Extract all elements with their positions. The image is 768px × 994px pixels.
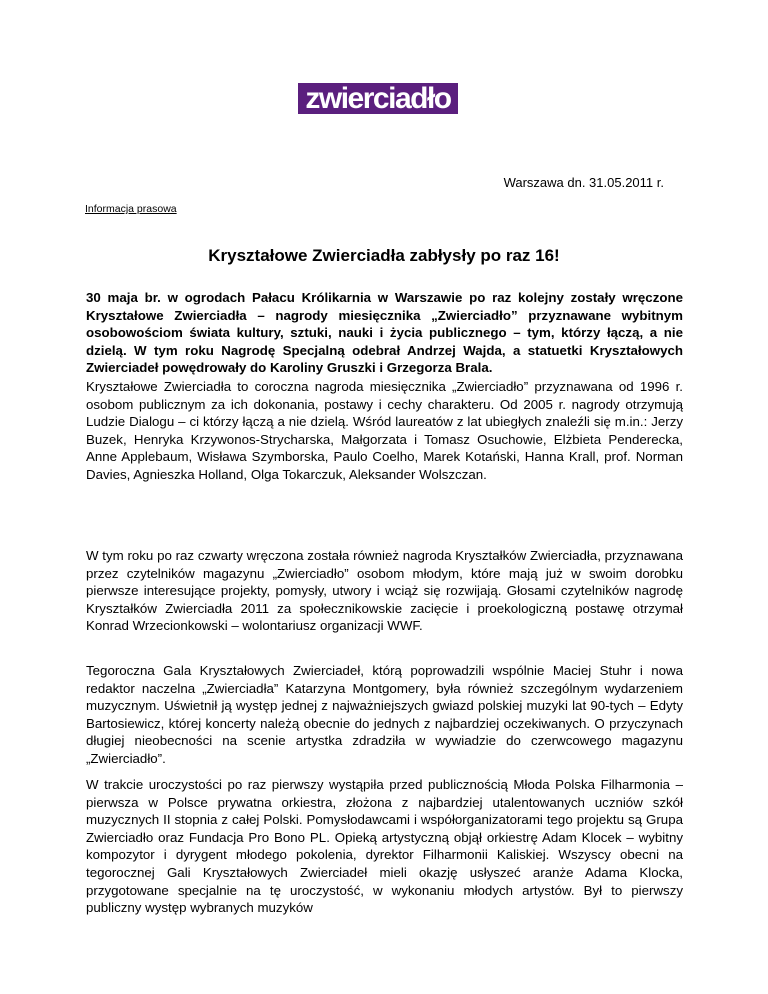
date-line: Warszawa dn. 31.05.2011 r. <box>503 175 664 190</box>
article-paragraph: W tym roku po raz czwarty wręczona została również nagroda Kryształków Zwierciadła, przyznawana przez czytelników magazynu „Zwierciadło” osobom młodym, które mają już w swoim dorobku pierwsze interesujące projekty, pomysły, utwory i wciąż się rozwijają. Głosami czytelników nagrodę Kryształków Zwierciadła 2011 za społecznikowskie zacięcie i proekologiczną postawę otrzymał Konrad Wrzecionkowski – wolontariusz organizacji WWF. <box>86 548 683 634</box>
article-paragraph: W trakcie uroczystości po raz pierwszy wystąpiła przed publicznością Młoda Polska Filharmonia – pierwsza w Polsce prywatna orkiestra, złożona z najbardziej utalentowanych uczniów szkół muzycznych II stopnia z całej Polski. Pomysłodawcami i współorganizatorami tego projektu są Grupa Zwierciadło oraz Fundacja Pro Bono PL. Opieką artystyczną objął orkiestrę Adam Klocek – wybitny kompozytor i dyrygent młodego pokolenia, dyrektor Filharmonii Kaliskiej. Wszyscy obecni na tegorocznej Gali Kryształowych Zwierciadeł mieli okazję usłyszeć aranże Adama Klocka, przygotowane specjalnie na tę uroczystość, w wykonaniu młodych artystów. Był to pierwszy publiczny występ wybranych muzyków <box>86 777 683 916</box>
zwierciadlo-logo: zwierciadło <box>298 83 458 114</box>
article-title: Kryształowe Zwierciadła zabłysły po raz 16! <box>208 246 560 265</box>
document-type-label: Informacja prasowa <box>85 203 177 215</box>
article-lead: 30 maja br. w ogrodach Pałacu Królikarnia w Warszawie po raz kolejny zostały wręczone Kryształowe Zwierciadła – nagrody miesięcznika „Zwierciadło” przyznawane wybitnym osobowościom świata kultury, sztuki, nauki i życia publicznego – tym, którzy łączą, a nie dzielą. W tym roku Nagrodę Specjalną odebrał Andrzej Wajda, a statuetki Kryształowych Zwierciadeł powędrowały do Karoliny Gruszki i Grzegorza Brala. <box>86 290 683 376</box>
article-paragraph: Kryształowe Zwierciadła to coroczna nagroda miesięcznika „Zwierciadło” przyznawana od 1996 r. osobom publicznym za ich dokonania, postawy i cechy charakteru. Od 2005 r. nagrody otrzymują Ludzie Dialogu – ci którzy łączą a nie dzielą. Wśród laureatów z lat ubiegłych znaleźli się m.in.: Jerzy Buzek, Henryka Krzywonos-Strycharska, Małgorzata i Tomasz Osuchowie, Elżbieta Penderecka, Anne Applebaum, Wisława Szymborska, Paulo Coelho, Marek Kotański, Hanna Krall, prof. Norman Davies, Agnieszka Holland, Olga Tokarczuk, Aleksander Wolszczan. <box>86 379 683 482</box>
article-paragraph: Tegoroczna Gala Kryształowych Zwierciadeł, którą poprowadzili wspólnie Maciej Stuhr i nowa redaktor naczelna „Zwierciadła” Katarzyna Montgomery, była również szczególnym wydarzeniem muzycznym. Uświetnił ją występ jednej z najważniejszych gwiazd polskiej muzyki lat 90-tych – Edyty Bartosiewicz, której koncerty należą obecnie do jednych z najbardziej oczekiwanych. O przyczynach długiej nieobecności na scenie artystka zdradziła w wywiadzie do czerwcowego magazynu „Zwierciadło”. <box>86 663 683 766</box>
